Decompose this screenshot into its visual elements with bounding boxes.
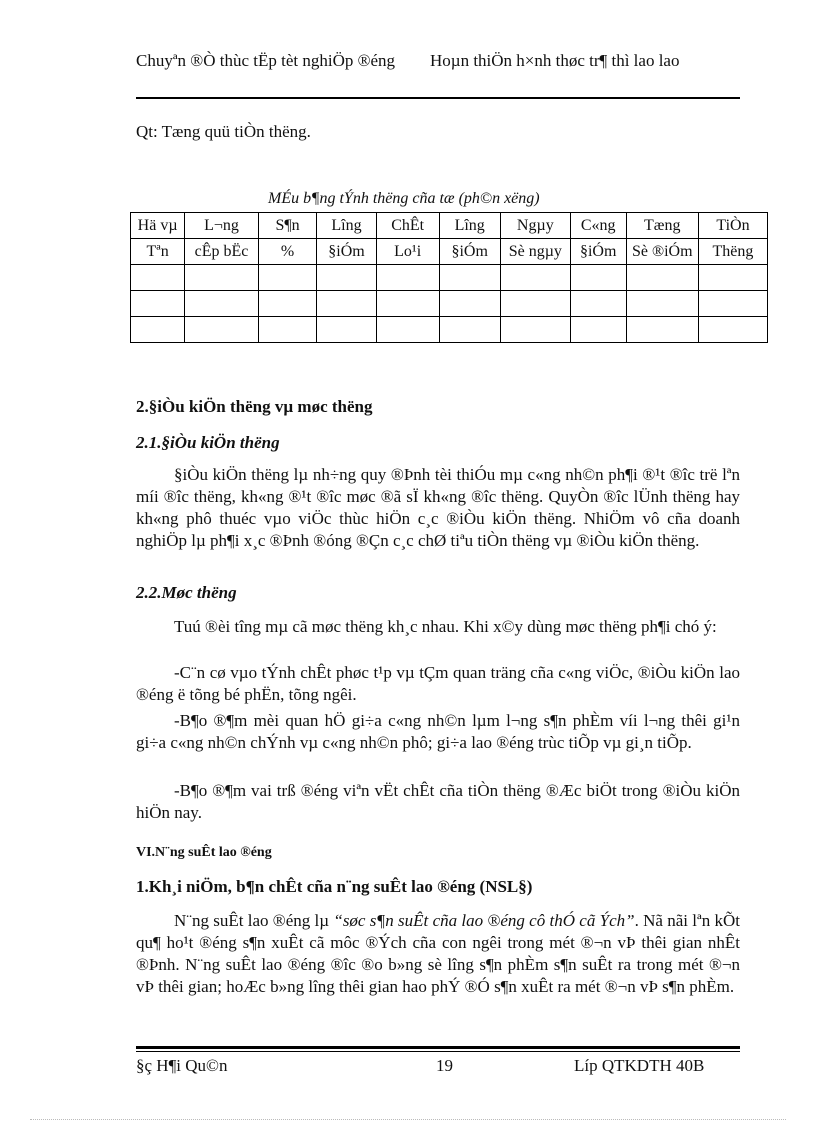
page-number: 19 (436, 1056, 453, 1075)
table-header-cell: §iÓm (570, 239, 626, 265)
section-2-2-paragraph-4: -B¶o ®¶m vai trß ®éng viªn vËt chÊt cña tiÒn thëng ®Æc biÖt trong ®iÒu kiÖn hiÖn nay. (136, 781, 740, 822)
table-header-cell: L¬ng (185, 213, 259, 239)
footer-author: §ç H¶i Qu©n (136, 1056, 228, 1075)
table-header-cell: Tªn (131, 239, 185, 265)
table-header-cell: Sè ngµy (500, 239, 570, 265)
section-2-heading: 2.§iÒu kiÖn thëng vµ møc thëng (136, 397, 373, 416)
table-header-cell: Tæng (626, 213, 698, 239)
table-header-row-2 (131, 239, 768, 265)
header-left-title: Chuyªn ®Ò thùc tËp tèt nghiÖp ®éng (136, 51, 396, 70)
table-caption: MÉu b¶ng tÝnh thëng cña tæ (ph©n xëng) (268, 190, 540, 207)
bonus-table (130, 212, 768, 343)
table-header-cell: % (258, 239, 316, 265)
section-2-2-paragraph-3: -B¶o ®¶m mèi quan hÖ gi÷a c«ng nh©n lµm l¬ng s¶n phÈm víi l¬ng thêi gi¹n gi÷a c«ng nh©n chÝnh vµ c«ng nh©n phô; gi÷a lao ®éng trùc tiÕp vµ gi¸n tiÕp. (136, 711, 740, 752)
table-header-cell: Sè ®iÓm (626, 239, 698, 265)
footer-divider-thick (136, 1046, 740, 1049)
table-header-cell: Lo¹i (376, 239, 439, 265)
footer-class: Líp QTKDTH 40B (574, 1056, 705, 1075)
table-header-cell: S¶n (258, 213, 316, 239)
section-2-1-heading: 2.1.§iÒu kiÖn thëng (136, 433, 280, 452)
paragraph-quote: “søc s¶n suÊt cña lao ®éng cô thÓ cã Ých” (333, 911, 635, 930)
table-row (131, 317, 768, 343)
table-header-cell: §iÓm (317, 239, 376, 265)
table-header-cell: Hä vµ (131, 213, 185, 239)
section-2-2-paragraph-1: Tuú ®èi tîng mµ cã møc thëng kh¸c nhau. Khi x©y dùng møc thëng ph¶i chó ý: (174, 617, 717, 636)
table-row (131, 291, 768, 317)
section-6-1-paragraph (136, 910, 740, 998)
paragraph-rest: . Nã nãi lªn kÕt qu¶ ho¹t ®éng s¶n xuÊt cã môc ®Ých cña con ngêi trong mét ®¬n vÞ thêi gian nhÊt ®Þnh. N¨ng suÊt lao ®éng ®îc ®o b»ng sè lîng s¶n phÈm s¶n suÊt ra trong mét ®¬n vÞ thêi gian; hoÆc b»ng lîng thêi gian hao phÝ ®Ó s¶n xuÊt ra mét ®¬n vÞ s¶n phÈm. (136, 911, 740, 996)
table-header-row-1 (131, 213, 768, 239)
table-header-cell: TiÒn (698, 213, 767, 239)
footer-divider-thin (136, 1051, 740, 1052)
table-header-cell: §iÓm (439, 239, 500, 265)
section-2-1-paragraph: §iÒu kiÖn thëng lµ nh÷ng quy ®Þnh tèi thiÓu mµ c«ng nh©n ph¶i ®¹t ®îc trë lªn míi ®îc thëng, kh«ng ®¹t ®îc møc ®ã sÏ kh«ng ®îc thëng. QuyÒn ®îc lÜnh thëng hay kh«ng phô thuéc vµo viÖc thùc hiÖn c¸c ®iÒu kiÖn thëng. NhiÖm vô cña doanh nghiÖp lµ ph¶i x¸c ®Þnh ®óng ®Çn c¸c chØ tiªu tiÒn thëng vµ ®iÒu kiÖn thëng. (136, 465, 740, 550)
page-edge-divider (30, 1119, 786, 1120)
table-header-cell: Thëng (698, 239, 767, 265)
table-header-cell: Lîng (317, 213, 376, 239)
table-header-cell: Lîng (439, 213, 500, 239)
table-row (131, 265, 768, 291)
section-6-heading: VI.N¨ng suÊt lao ®éng (136, 845, 272, 860)
section-6-1-heading: 1.Kh¸i niÖm, b¶n chÊt cña n¨ng suÊt lao ®éng (NSL§) (136, 877, 533, 896)
table-header-cell: ChÊt (376, 213, 439, 239)
section-2-2-paragraph-2: -C¨n cø vµo tÝnh chÊt phøc t¹p vµ tÇm quan träng cña c«ng viÖc, ®iÒu kiÖn lao ®éng ë tõng bé phËn, tõng ngêi. (136, 663, 740, 704)
header-right-title: Hoµn thiÖn h×nh thøc tr¶ thì lao lao (430, 51, 680, 70)
header-divider (136, 97, 740, 99)
table-header-cell: Ngµy (500, 213, 570, 239)
paragraph-start: N¨ng suÊt lao ®éng lµ (174, 911, 334, 930)
table-header-cell: cÊp bËc (185, 239, 259, 265)
intro-line: Qt: Tæng quü tiÒn thëng. (136, 122, 311, 141)
table-header-cell: C«ng (570, 213, 626, 239)
section-2-2-heading: 2.2.Møc thëng (136, 583, 237, 602)
